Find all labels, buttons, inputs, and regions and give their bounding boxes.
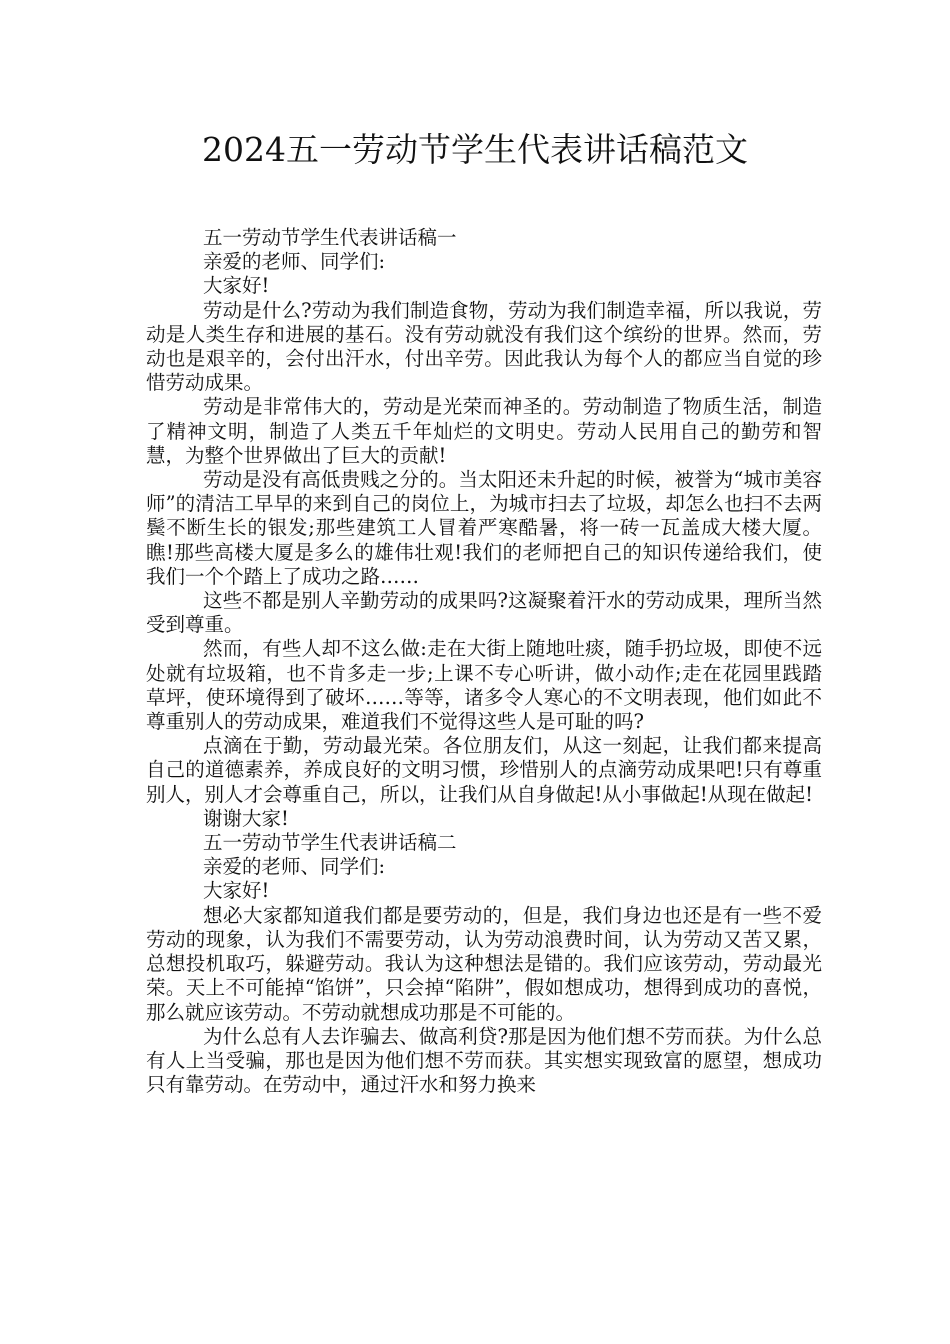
- closing-1: 谢谢大家!: [203, 806, 289, 830]
- document-body: [146, 226, 822, 1097]
- paragraph: 然而，有些人却不这么做:走在大街上随地吐痰，随手扔垃圾，即使不远处就有垃圾箱，也不肯多走一步;上课不专心听讲，做小动作;走在花园里践踏草坪，使环境得到了破坏……等等，诸多令人寒心的不文明表现，他们如此不尊重别人的劳动成果，难道我们不觉得这些人是可耻的吗?: [146, 637, 822, 734]
- section-heading-2: 五一劳动节学生代表讲话稿二: [203, 831, 457, 855]
- greeting-2: 大家好!: [203, 879, 270, 903]
- salutation-1: 亲爱的老师、同学们:: [203, 250, 386, 274]
- paragraph: 劳动是什么?劳动为我们制造食物，劳动为我们制造幸福，所以我说，劳动是人类生存和进展的基石。没有劳动就没有我们这个缤纷的世界。然而，劳动也是艰辛的，会付出汗水，付出辛劳。因此我认为每个人的都应当自觉的珍惜劳动成果。: [146, 298, 822, 395]
- paragraph: 点滴在于勤，劳动最光荣。各位朋友们，从这一刻起，让我们都来提高自己的道德素养，养成良好的文明习惯，珍惜别人的点滴劳动成果吧!只有尊重别人，别人才会尊重自己，所以，让我们从自身做起!从小事做起!从现在做起!: [146, 734, 822, 806]
- paragraph: 劳动是非常伟大的，劳动是光荣而神圣的。劳动制造了物质生活，制造了精神文明，制造了人类五千年灿烂的文明史。劳动人民用自己的勤劳和智慧，为整个世界做出了巨大的贡献!: [146, 395, 822, 467]
- greeting-1: 大家好!: [203, 274, 270, 298]
- document-title: 2024五一劳动节学生代表讲话稿范文: [202, 130, 748, 169]
- paragraph: 想必大家都知道我们都是要劳动的，但是，我们身边也还是有一些不爱劳动的现象，认为我们不需要劳动，认为劳动浪费时间，认为劳动又苦又累，总想投机取巧，躲避劳动。我认为这种想法是错的。我们应该劳动，劳动最光荣。天上不可能掉“馅饼”，只会掉“陷阱”，假如想成功，想得到成功的喜悦，那么就应该劳动。不劳动就想成功那是不可能的。: [146, 903, 822, 1024]
- paragraph: 这些不都是别人辛勤劳动的成果吗?这凝聚着汗水的劳动成果，理所当然受到尊重。: [146, 589, 822, 637]
- paragraph: 为什么总有人去诈骗去、做高利贷?那是因为他们想不劳而获。为什么总有人上当受骗，那也是因为他们想不劳而获。其实想实现致富的愿望，想成功只有靠劳动。在劳动中，通过汗水和努力换来: [146, 1024, 822, 1097]
- salutation-2: 亲爱的老师、同学们:: [203, 855, 386, 879]
- paragraph: 劳动是没有高低贵贱之分的。当太阳还未升起的时候，被誉为“城市美容师”的清洁工早早的来到自己的岗位上，为城市扫去了垃圾，却怎么也扫不去两鬓不断生长的银发;那些建筑工人冒着严寒酷暑，将一砖一瓦盖成大楼大厦。瞧!那些高楼大厦是多么的雄伟壮观!我们的老师把自己的知识传递给我们，使我们一个个踏上了成功之路……: [146, 468, 822, 588]
- section-heading-1: 五一劳动节学生代表讲话稿一: [203, 226, 457, 249]
